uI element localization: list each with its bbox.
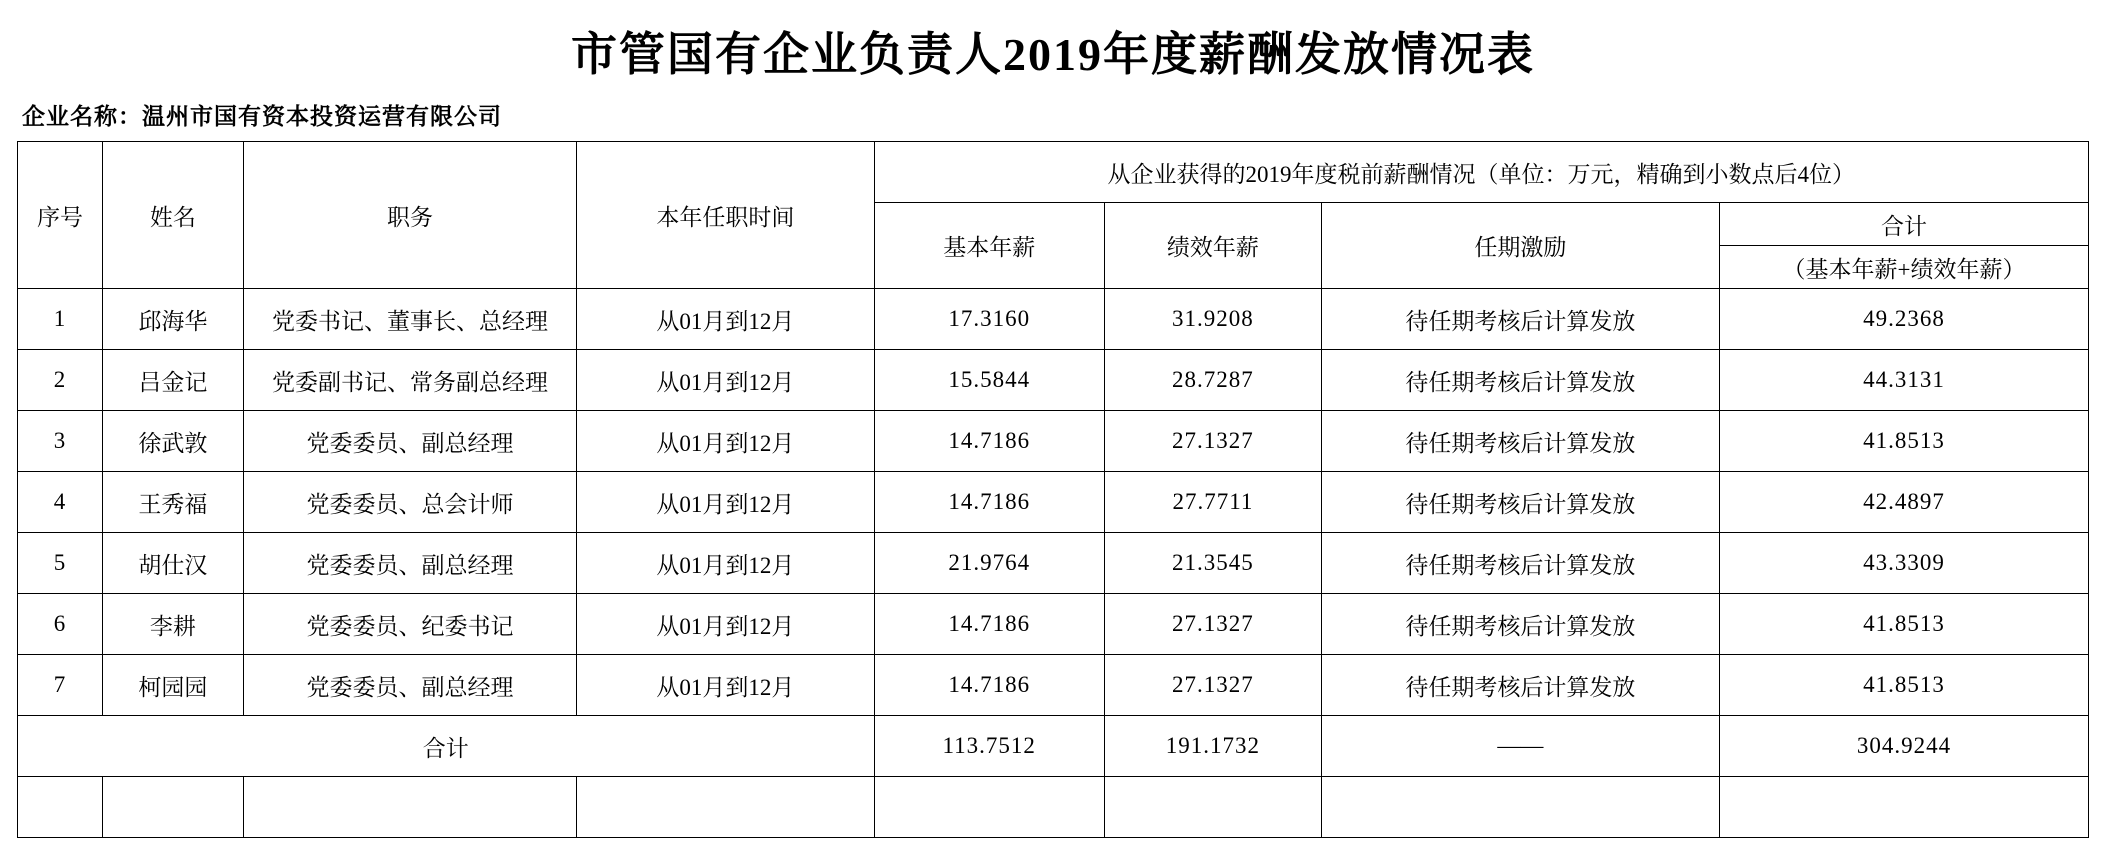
cell-term-incentive: 待任期考核后计算发放 <box>1321 411 1719 472</box>
cell-position: 党委委员、副总经理 <box>243 655 576 716</box>
cell-term-incentive: 待任期考核后计算发放 <box>1321 594 1719 655</box>
cell-name: 柯园园 <box>102 655 243 716</box>
cell-name: 胡仕汉 <box>102 533 243 594</box>
cell-performance-salary: 27.1327 <box>1104 411 1321 472</box>
cell-index: 3 <box>18 411 103 472</box>
table-row <box>18 533 2089 594</box>
blank-cell <box>1104 777 1321 838</box>
table-header-row-1 <box>18 142 2089 203</box>
cell-tenure: 从01月到12月 <box>577 594 874 655</box>
header-term-incentive: 任期激励 <box>1321 203 1719 289</box>
company-name-label: 企业名称：温州市国有资本投资运营有限公司 <box>22 104 502 129</box>
blank-cell <box>18 777 103 838</box>
cell-index: 2 <box>18 350 103 411</box>
cell-index: 4 <box>18 472 103 533</box>
total-performance-salary: 191.1732 <box>1104 716 1321 777</box>
cell-name: 吕金记 <box>102 350 243 411</box>
cell-total: 44.3131 <box>1719 350 2088 411</box>
table-row <box>18 411 2089 472</box>
cell-total: 41.8513 <box>1719 594 2088 655</box>
cell-tenure: 从01月到12月 <box>577 350 874 411</box>
cell-index: 1 <box>18 289 103 350</box>
cell-performance-salary: 28.7287 <box>1104 350 1321 411</box>
cell-position: 党委书记、董事长、总经理 <box>243 289 576 350</box>
total-base-salary: 113.7512 <box>874 716 1104 777</box>
cell-performance-salary: 31.9208 <box>1104 289 1321 350</box>
cell-base-salary: 21.9764 <box>874 533 1104 594</box>
blank-cell <box>577 777 874 838</box>
cell-index: 7 <box>18 655 103 716</box>
salary-table <box>17 141 2089 838</box>
cell-tenure: 从01月到12月 <box>577 655 874 716</box>
cell-base-salary: 15.5844 <box>874 350 1104 411</box>
table-row <box>18 594 2089 655</box>
cell-performance-salary: 27.7711 <box>1104 472 1321 533</box>
cell-position: 党委委员、副总经理 <box>243 411 576 472</box>
cell-performance-salary: 27.1327 <box>1104 594 1321 655</box>
cell-term-incentive: 待任期考核后计算发放 <box>1321 472 1719 533</box>
table-blank-row <box>18 777 2089 838</box>
cell-total: 43.3309 <box>1719 533 2088 594</box>
blank-cell <box>874 777 1104 838</box>
cell-tenure: 从01月到12月 <box>577 533 874 594</box>
cell-total: 41.8513 <box>1719 655 2088 716</box>
cell-total: 41.8513 <box>1719 411 2088 472</box>
cell-position: 党委委员、总会计师 <box>243 472 576 533</box>
blank-cell <box>1321 777 1719 838</box>
cell-name: 邱海华 <box>102 289 243 350</box>
header-index: 序号 <box>18 142 103 289</box>
header-total: 合计 <box>1719 203 2088 246</box>
header-name: 姓名 <box>102 142 243 289</box>
table-total-row <box>18 716 2089 777</box>
cell-performance-salary: 21.3545 <box>1104 533 1321 594</box>
table-row <box>18 289 2089 350</box>
cell-index: 6 <box>18 594 103 655</box>
cell-tenure: 从01月到12月 <box>577 411 874 472</box>
cell-tenure: 从01月到12月 <box>577 289 874 350</box>
cell-name: 徐武敦 <box>102 411 243 472</box>
cell-term-incentive: 待任期考核后计算发放 <box>1321 533 1719 594</box>
blank-cell <box>243 777 576 838</box>
cell-term-incentive: 待任期考核后计算发放 <box>1321 350 1719 411</box>
cell-term-incentive: 待任期考核后计算发放 <box>1321 655 1719 716</box>
table-row <box>18 472 2089 533</box>
header-performance-salary: 绩效年薪 <box>1104 203 1321 289</box>
cell-position: 党委副书记、常务副总经理 <box>243 350 576 411</box>
header-tenure: 本年任职时间 <box>577 142 874 289</box>
total-row-label: 合计 <box>18 716 875 777</box>
cell-index: 5 <box>18 533 103 594</box>
cell-total: 49.2368 <box>1719 289 2088 350</box>
total-total: 304.9244 <box>1719 716 2088 777</box>
header-position: 职务 <box>243 142 576 289</box>
blank-cell <box>102 777 243 838</box>
header-total-formula: （基本年薪+绩效年薪） <box>1719 246 2088 289</box>
total-term-incentive: —— <box>1321 716 1719 777</box>
cell-total: 42.4897 <box>1719 472 2088 533</box>
cell-term-incentive: 待任期考核后计算发放 <box>1321 289 1719 350</box>
header-base-salary: 基本年薪 <box>874 203 1104 289</box>
cell-position: 党委委员、副总经理 <box>243 533 576 594</box>
page-title: 市管国有企业负责人2019年度薪酬发放情况表 <box>571 29 1535 80</box>
cell-base-salary: 14.7186 <box>874 411 1104 472</box>
blank-cell <box>1719 777 2088 838</box>
table-row <box>18 350 2089 411</box>
cell-name: 李耕 <box>102 594 243 655</box>
cell-base-salary: 17.3160 <box>874 289 1104 350</box>
header-group-salary: 从企业获得的2019年度税前薪酬情况（单位：万元，精确到小数点后4位） <box>874 142 2088 203</box>
table-row <box>18 655 2089 716</box>
cell-tenure: 从01月到12月 <box>577 472 874 533</box>
cell-performance-salary: 27.1327 <box>1104 655 1321 716</box>
cell-base-salary: 14.7186 <box>874 594 1104 655</box>
cell-base-salary: 14.7186 <box>874 472 1104 533</box>
cell-name: 王秀福 <box>102 472 243 533</box>
cell-base-salary: 14.7186 <box>874 655 1104 716</box>
cell-position: 党委委员、纪委书记 <box>243 594 576 655</box>
